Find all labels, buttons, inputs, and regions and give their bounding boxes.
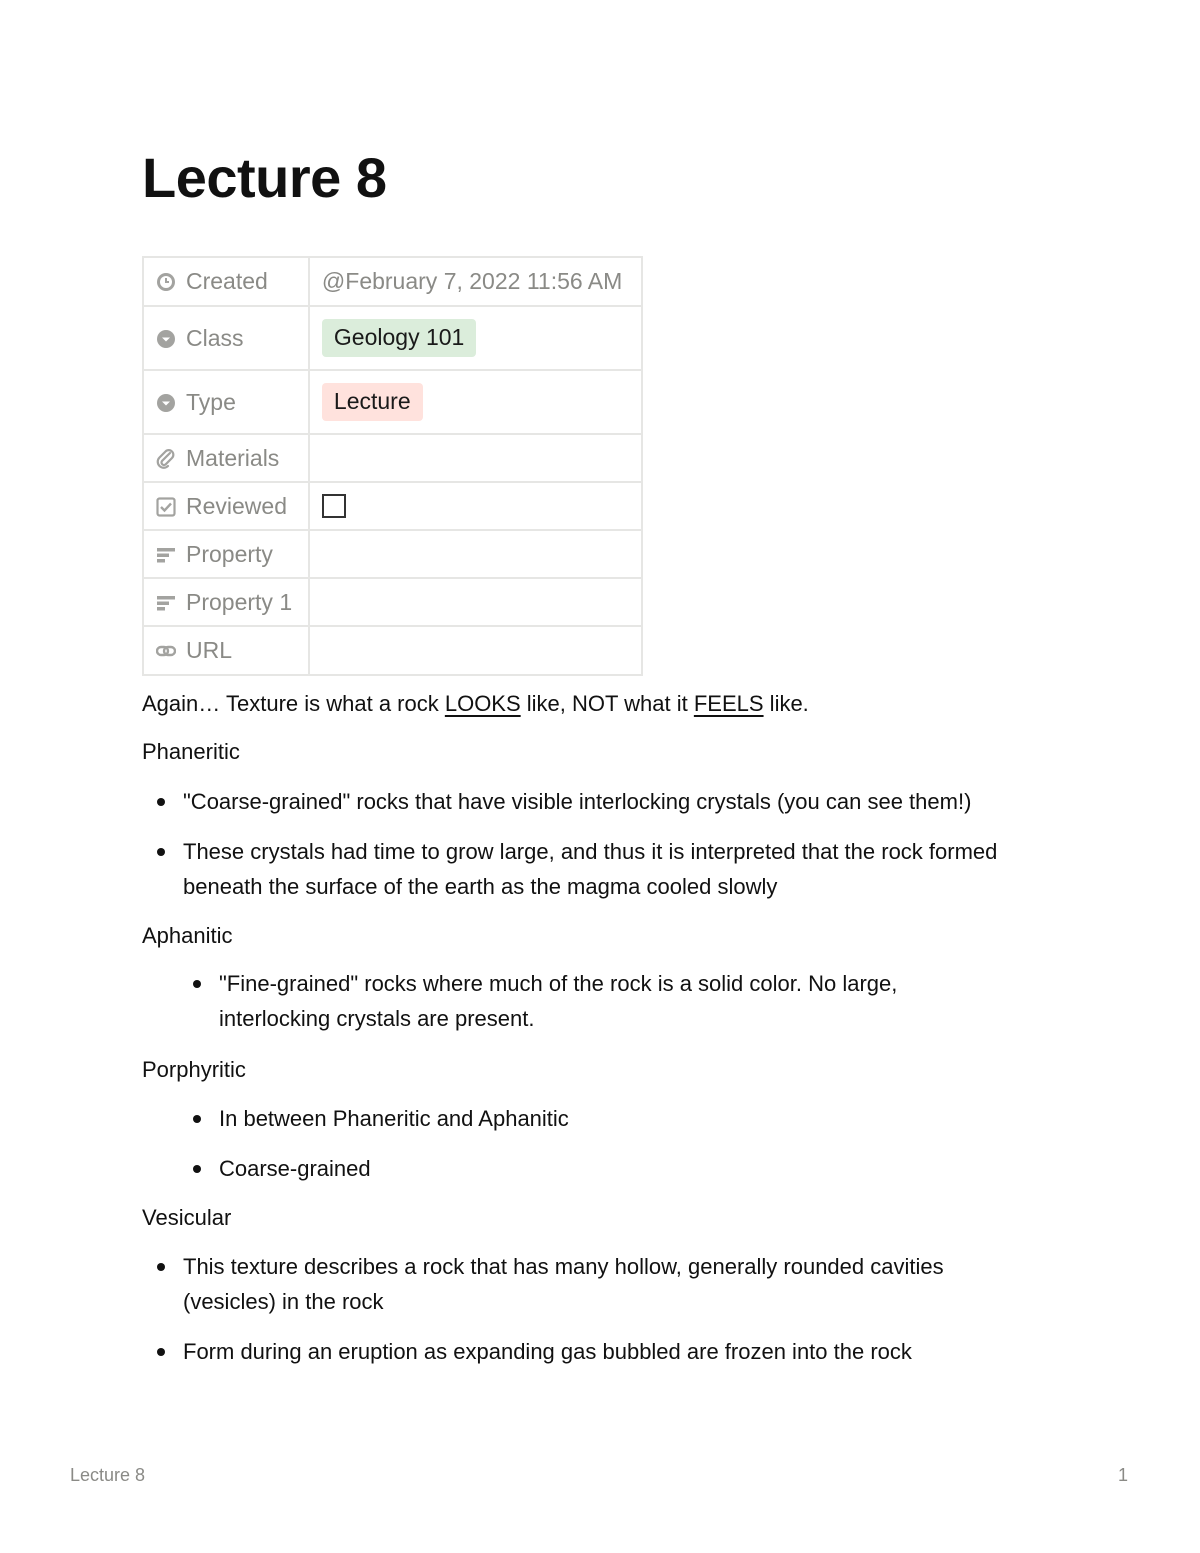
property-row-reviewed	[143, 482, 642, 530]
property-row-type	[143, 370, 642, 434]
property-label: Type	[186, 388, 236, 415]
paperclip-icon	[156, 449, 176, 469]
property-name-cell	[143, 370, 309, 434]
property-label: Property	[186, 540, 273, 567]
footer-title: Lecture 8	[70, 1465, 146, 1485]
section-heading-phaneritic: Phaneritic	[142, 739, 240, 764]
link-icon	[156, 641, 176, 661]
property-row-url	[143, 626, 642, 675]
property-row-created	[143, 257, 642, 306]
intro-text: like.	[763, 691, 809, 716]
section-heading-porphyritic: Porphyritic	[142, 1057, 246, 1082]
property-label: URL	[186, 637, 233, 663]
property-label: Reviewed	[186, 492, 287, 519]
property-name-cell	[143, 578, 309, 626]
list-item: Form during an eruption as expanding gas bubbled are frozen into the rock	[142, 1334, 1042, 1369]
class-value-cell[interactable]	[309, 306, 642, 370]
property-label: Created	[186, 268, 268, 294]
materials-value-cell[interactable]	[309, 434, 642, 482]
url-value-cell[interactable]	[309, 626, 642, 675]
property-name-cell	[143, 306, 309, 370]
list-item: These crystals had time to grow large, and thus it is interpreted that the rock formed beneath the surface of the earth as the magma cooled slowly	[142, 834, 1072, 904]
bullet-list-vesicular	[142, 1249, 1042, 1384]
type-value-cell[interactable]	[309, 370, 642, 434]
page-number: 1	[1117, 1465, 1128, 1485]
list-item: "Fine-grained" rocks where much of the rock is a solid color. No large, interlocking crystals are present.	[178, 966, 958, 1036]
text-lines-icon	[156, 593, 176, 613]
property-row-class	[143, 306, 642, 370]
intro-text: like, NOT what it	[520, 691, 694, 716]
property-label: Class	[186, 324, 244, 351]
bullet-list-porphyritic	[178, 1101, 958, 1201]
section-heading-vesicular: Vesicular	[142, 1205, 232, 1230]
list-item: "Coarse-grained" rocks that have visible interlocking crystals (you can see them!)	[142, 784, 1072, 819]
select-icon	[156, 329, 176, 349]
list-item: This texture describes a rock that has many hollow, generally rounded cavities (vesicles) in the rock	[142, 1249, 1042, 1319]
property-label: Materials	[186, 444, 280, 471]
properties-table	[142, 256, 643, 676]
clock-icon	[156, 272, 176, 292]
section-heading-aphanitic: Aphanitic	[142, 923, 233, 948]
intro-text: Again… Texture is what a rock	[142, 691, 445, 716]
property-row-property	[143, 530, 642, 578]
bullet-list-phaneritic	[142, 784, 1072, 919]
property-name-cell	[143, 530, 309, 578]
feels-underlined: FEELS	[693, 691, 764, 716]
list-item: In between Phaneritic and Aphanitic	[178, 1101, 958, 1136]
property-name-cell	[143, 257, 309, 306]
property-row-materials	[143, 434, 642, 482]
page-title: Lecture 8	[142, 146, 387, 209]
created-value: @February 7, 2022 11:56 AM	[309, 257, 642, 306]
looks-underlined: LOOKS	[444, 691, 521, 716]
property-name-cell	[143, 626, 309, 675]
property-value-cell[interactable]	[309, 530, 642, 578]
property-1-value-cell[interactable]	[309, 578, 642, 626]
reviewed-checkbox[interactable]	[322, 494, 346, 518]
reviewed-value-cell	[309, 482, 642, 530]
text-lines-icon	[156, 545, 176, 565]
intro-paragraph	[142, 686, 1082, 721]
type-tag[interactable]: Lecture	[322, 383, 423, 421]
property-name-cell	[143, 482, 309, 530]
property-row-property-1	[143, 578, 642, 626]
property-label: Property 1	[186, 588, 293, 615]
checkbox-icon	[156, 497, 176, 517]
property-name-cell	[143, 434, 309, 482]
select-icon	[156, 393, 176, 413]
list-item: Coarse-grained	[178, 1151, 958, 1186]
class-tag[interactable]: Geology 101	[322, 319, 476, 357]
bullet-list-aphanitic	[178, 966, 958, 1051]
